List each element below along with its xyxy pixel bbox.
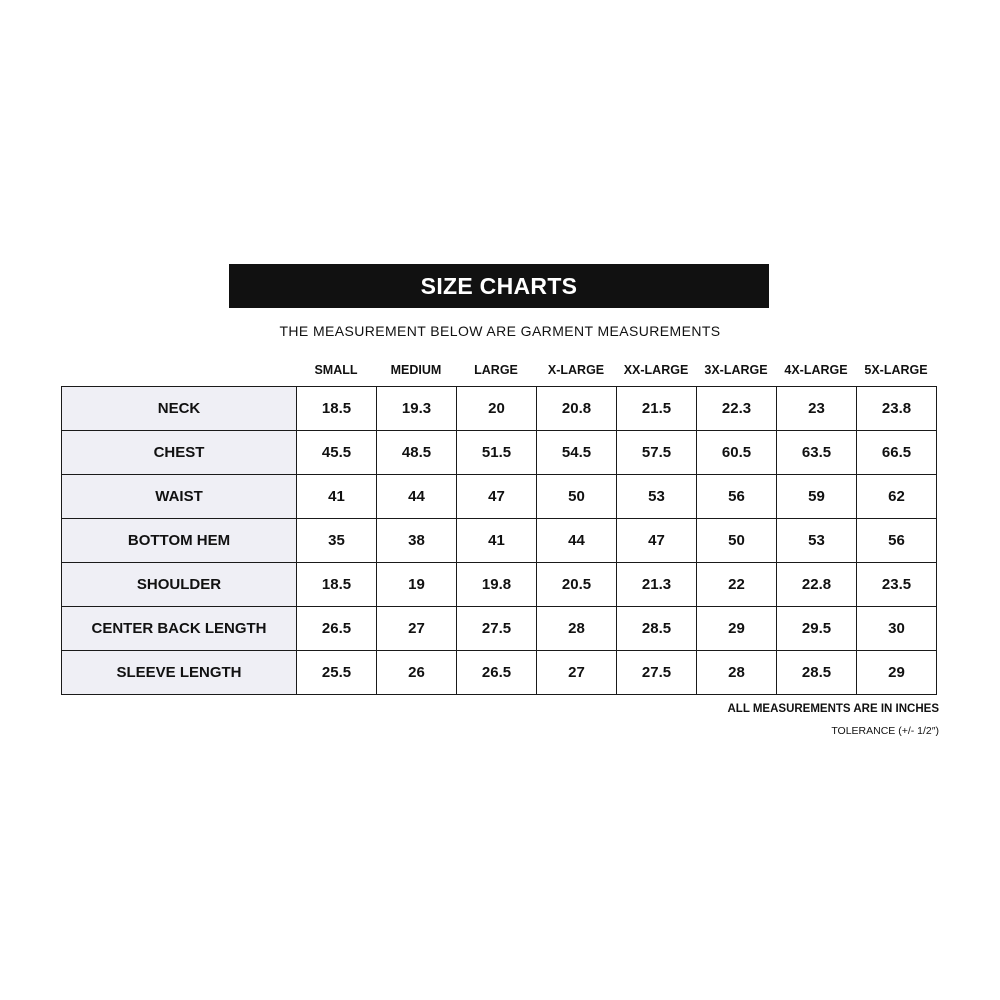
table-cell: 26 [377,651,457,695]
table-cell: 29 [697,607,777,651]
row-label: SHOULDER [62,563,297,607]
table-cell: 41 [297,475,377,519]
size-header-4x-large: 4X-LARGE [784,363,848,377]
table-cell: 35 [297,519,377,563]
size-header-xx-large: XX-LARGE [623,363,689,377]
size-chart-table [61,386,937,695]
table-cell: 66.5 [857,431,937,475]
table-cell: 19.8 [457,563,537,607]
table-cell: 63.5 [777,431,857,475]
table-cell: 28 [697,651,777,695]
table-cell: 23.5 [857,563,937,607]
table-cell: 18.5 [297,563,377,607]
row-label: WAIST [62,475,297,519]
table-row [62,387,937,431]
size-header-5x-large: 5X-LARGE [864,363,928,377]
table-cell: 28.5 [777,651,857,695]
table-cell: 19 [377,563,457,607]
size-header-small: SMALL [314,363,358,377]
size-header-3x-large: 3X-LARGE [704,363,768,377]
table-cell: 29 [857,651,937,695]
table-cell: 26.5 [297,607,377,651]
units-note: ALL MEASUREMENTS ARE IN INCHES [727,703,939,715]
table-cell: 27.5 [457,607,537,651]
table-cell: 62 [857,475,937,519]
table-cell: 23.8 [857,387,937,431]
table-cell: 21.3 [617,563,697,607]
table-cell: 26.5 [457,651,537,695]
row-label: NECK [62,387,297,431]
table-cell: 47 [617,519,697,563]
table-cell: 53 [777,519,857,563]
row-label: SLEEVE LENGTH [62,651,297,695]
table-cell: 20 [457,387,537,431]
table-cell: 48.5 [377,431,457,475]
table-cell: 38 [377,519,457,563]
table-cell: 28.5 [617,607,697,651]
table-row [62,475,937,519]
table-cell: 30 [857,607,937,651]
size-header-large: LARGE [474,363,518,377]
subtitle: THE MEASUREMENT BELOW ARE GARMENT MEASUREMENTS [279,323,721,339]
table-cell: 28 [537,607,617,651]
table-row [62,519,937,563]
table-cell: 45.5 [297,431,377,475]
tolerance-note: TOLERANCE (+/- 1/2″) [831,725,939,737]
table-row [62,431,937,475]
title-banner [229,264,769,308]
table-cell: 59 [777,475,857,519]
table-cell: 22 [697,563,777,607]
table-row [62,651,937,695]
table-cell: 22.3 [697,387,777,431]
table-row [62,607,937,651]
table-cell: 22.8 [777,563,857,607]
table-cell: 20.8 [537,387,617,431]
table-cell: 54.5 [537,431,617,475]
size-header-medium: MEDIUM [390,363,442,377]
table-cell: 27 [537,651,617,695]
row-label: BOTTOM HEM [62,519,297,563]
size-header-row [296,360,937,380]
table-cell: 50 [537,475,617,519]
table-cell: 44 [377,475,457,519]
table-cell: 51.5 [457,431,537,475]
table-cell: 41 [457,519,537,563]
table-cell: 47 [457,475,537,519]
table-cell: 21.5 [617,387,697,431]
row-label: CENTER BACK LENGTH [62,607,297,651]
row-label: CHEST [62,431,297,475]
table-cell: 27.5 [617,651,697,695]
table-cell: 53 [617,475,697,519]
table-cell: 23 [777,387,857,431]
table-cell: 20.5 [537,563,617,607]
table-row [62,563,937,607]
table-cell: 56 [697,475,777,519]
table-cell: 50 [697,519,777,563]
size-header-x-large: X-LARGE [547,363,605,377]
table-cell: 60.5 [697,431,777,475]
table-cell: 57.5 [617,431,697,475]
table-cell: 56 [857,519,937,563]
table-cell: 25.5 [297,651,377,695]
table-cell: 27 [377,607,457,651]
table-cell: 18.5 [297,387,377,431]
table-cell: 29.5 [777,607,857,651]
page-title: SIZE CHARTS [420,272,578,299]
table-cell: 19.3 [377,387,457,431]
table-cell: 44 [537,519,617,563]
